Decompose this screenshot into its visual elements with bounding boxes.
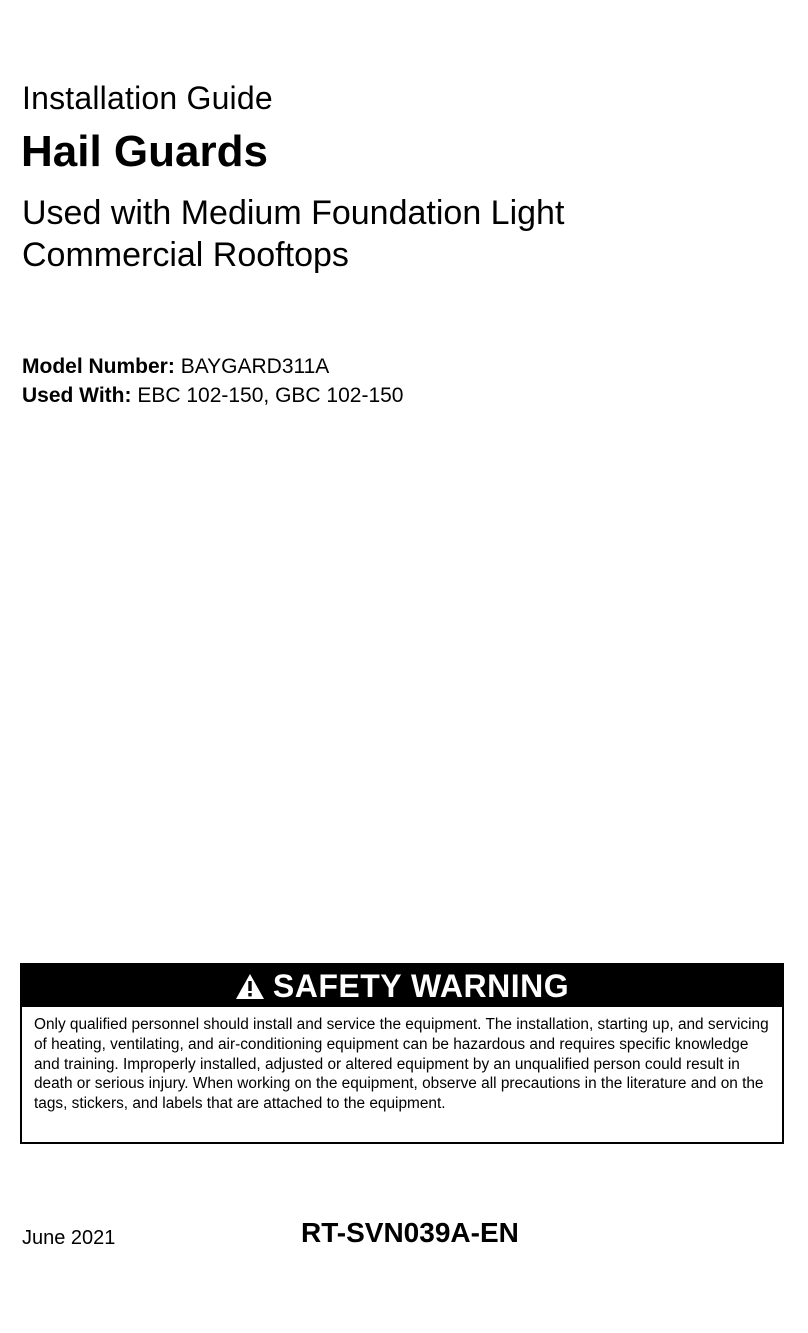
- safety-warning-header: [22, 965, 782, 1007]
- used-with-value: EBC 102-150, GBC 102-150: [137, 384, 404, 407]
- model-number-label: Model Number:: [22, 355, 175, 378]
- warning-triangle-icon: [235, 973, 265, 1000]
- model-number-row: [22, 352, 404, 381]
- model-number-value: BAYGARD311A: [180, 355, 330, 378]
- subtitle-line-1: Used with Medium Foundation Light: [22, 194, 565, 232]
- subtitle-line-2: Commercial Rooftops: [22, 236, 349, 274]
- safety-warning-title: SAFETY WARNING: [272, 967, 570, 1004]
- model-info: [22, 352, 404, 410]
- document-kicker: Installation Guide: [22, 80, 273, 116]
- document-subtitle: [22, 192, 782, 276]
- publication-date: June 2021: [22, 1227, 116, 1249]
- safety-warning-box: [20, 963, 784, 1144]
- document-title: Hail Guards: [21, 127, 268, 176]
- safety-warning-text: Only qualified personnel should install and service the equipment. The installation, starting up, and servicing of heating, ventilating, and air-conditioning equipment can be hazardous and requires specific knowledge and training. Improperly installed, adjusted or altered equipment by an unqualified person could result in death or serious injury. When working on the equipment, observe all precautions in the literature and on the tags, stickers, and labels that are attached to the equipment.: [34, 1016, 769, 1113]
- used-with-row: [22, 381, 404, 410]
- used-with-label: Used With:: [22, 384, 132, 407]
- document-number: RT-SVN039A-EN: [301, 1217, 519, 1248]
